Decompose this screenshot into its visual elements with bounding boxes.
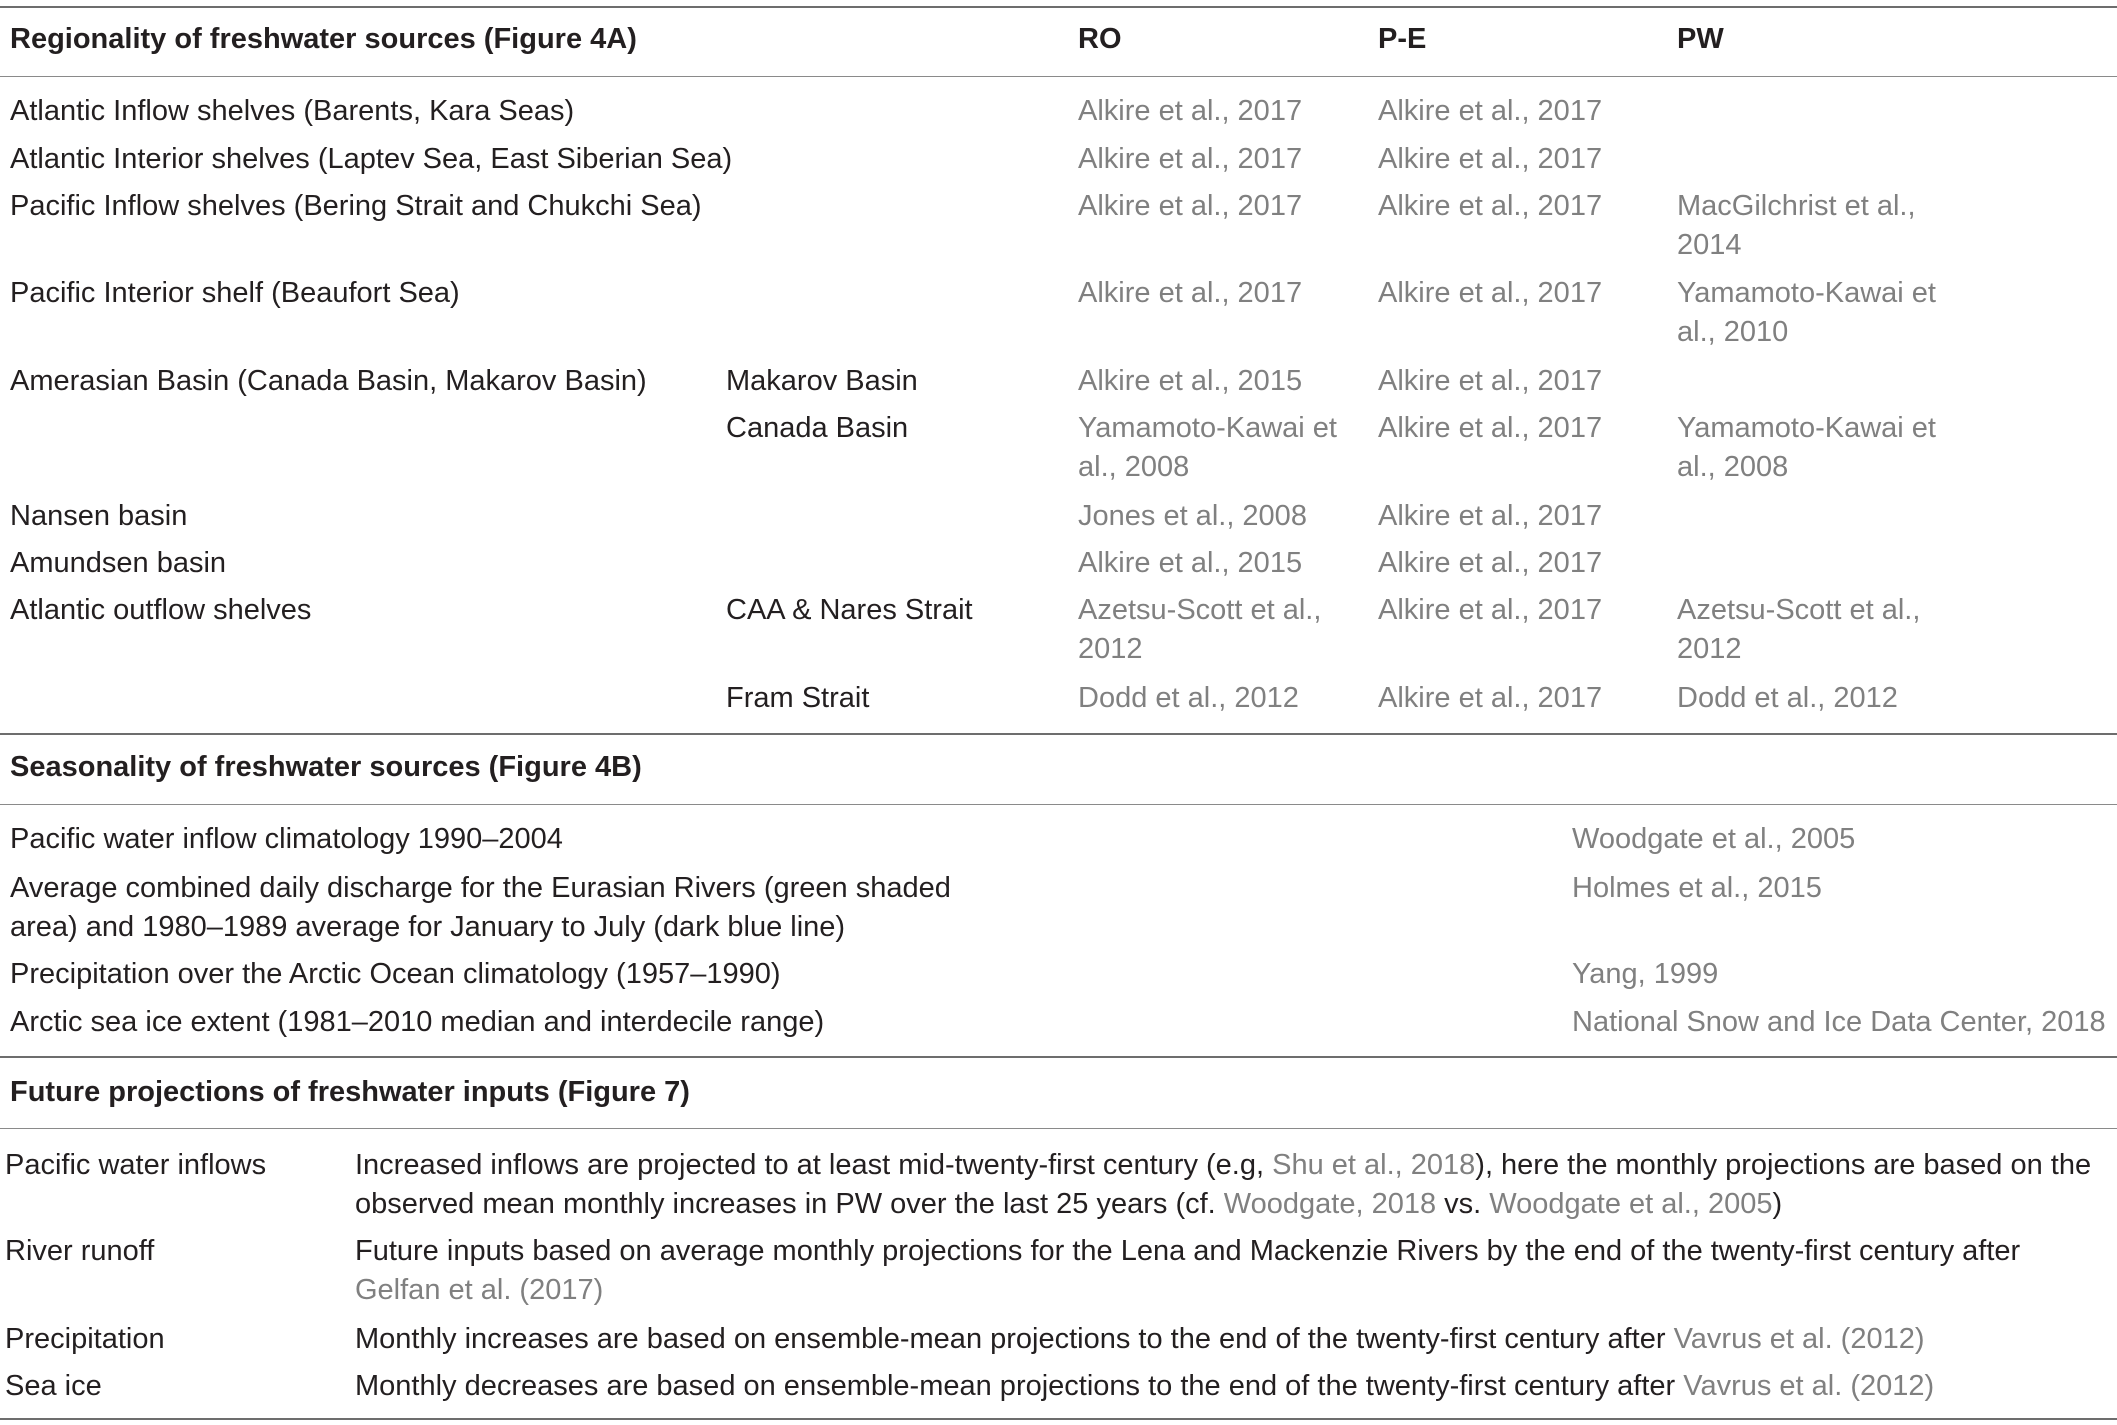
pe-reference[interactable]: Alkire et al., 2017: [1378, 500, 1603, 532]
seasonality-reference[interactable]: Holmes et al., 2015: [1572, 872, 1822, 904]
pe-reference[interactable]: Alkire et al., 2017: [1378, 277, 1603, 309]
section1-bottom-rule: [0, 733, 2117, 735]
seasonality-reference[interactable]: National Snow and Ice Data Center, 2018: [1572, 1006, 2106, 1038]
region-cell: Atlantic Interior shelves (Laptev Sea, East Siberian Sea): [10, 143, 733, 175]
desc-text: Future inputs based on average monthly projections for the Lena and Mackenzie Rivers by the end of the twenty-first century after: [355, 1235, 2021, 1267]
projection-description: [355, 1146, 2105, 1224]
region-cell: Amundsen basin: [10, 547, 227, 579]
section2-title: Seasonality of freshwater sources (Figure 4B): [10, 751, 642, 783]
citation-link[interactable]: Gelfan et al. (2017): [355, 1274, 604, 1306]
region-cell: Pacific Interior shelf (Beaufort Sea): [10, 277, 460, 309]
seasonality-description: Precipitation over the Arctic Ocean climatology (1957–1990): [10, 958, 781, 990]
ro-reference[interactable]: Alkire et al., 2015: [1078, 547, 1303, 579]
ro-reference[interactable]: Alkire et al., 2017: [1078, 277, 1303, 309]
seasonality-description: Arctic sea ice extent (1981–2010 median and interdecile range): [10, 1006, 825, 1038]
region-cell: Atlantic Inflow shelves (Barents, Kara Seas): [10, 95, 575, 127]
pw-reference[interactable]: Dodd et al., 2012: [1677, 682, 1898, 714]
region-cell: Nansen basin: [10, 500, 188, 532]
pe-reference[interactable]: Alkire et al., 2017: [1378, 143, 1603, 175]
desc-text: Increased inflows are projected to at least mid-twenty-first century (e.g,: [355, 1149, 1273, 1181]
projection-label: Precipitation: [5, 1323, 165, 1355]
ro-reference[interactable]: Alkire et al., 2017: [1078, 143, 1303, 175]
table-top-rule: [0, 6, 2117, 8]
section2-header-rule: [0, 804, 2117, 805]
ro-reference[interactable]: Jones et al., 2008: [1078, 500, 1307, 532]
table-bottom-rule: [0, 1418, 2117, 1420]
pe-reference[interactable]: Alkire et al., 2017: [1378, 412, 1603, 444]
region-cell: Pacific Inflow shelves (Bering Strait and Chukchi Sea): [10, 190, 702, 222]
pe-reference[interactable]: Alkire et al., 2017: [1378, 682, 1603, 714]
region-cell: Atlantic outflow shelves: [10, 594, 312, 626]
section1-title: Regionality of freshwater sources (Figure 4A): [10, 23, 637, 55]
section3-title: Future projections of freshwater inputs (Figure 7): [10, 1076, 690, 1108]
column-header-pe: P-E: [1378, 23, 1427, 55]
desc-text: ), here the monthly projections are based on the observed mean monthly increases in PW over the last 25 years (cf.: [355, 1149, 2092, 1220]
section2-bottom-rule: [0, 1056, 2117, 1058]
ro-reference[interactable]: Azetsu-Scott et al., 2012: [1078, 594, 1322, 665]
ro-reference[interactable]: Yamamoto-Kawai et al., 2008: [1078, 412, 1337, 483]
projection-description: [355, 1232, 2105, 1310]
seasonality-description: Pacific water inflow climatology 1990–2004: [10, 823, 563, 855]
region-cell: Amerasian Basin (Canada Basin, Makarov Basin): [10, 365, 647, 397]
projection-description: [355, 1320, 1925, 1359]
column-header-pw: PW: [1677, 23, 1724, 55]
desc-text: Monthly decreases are based on ensemble-mean projections to the end of the twenty-first century after: [355, 1370, 1684, 1402]
subregion-cell: CAA & Nares Strait: [726, 594, 973, 626]
seasonality-reference[interactable]: Woodgate et al., 2005: [1572, 823, 1856, 855]
desc-text: ): [1772, 1188, 1783, 1220]
ro-reference[interactable]: Alkire et al., 2017: [1078, 95, 1303, 127]
pe-reference[interactable]: Alkire et al., 2017: [1378, 594, 1603, 626]
citation-link[interactable]: Woodgate et al., 2005: [1489, 1188, 1773, 1220]
desc-text: Monthly increases are based on ensemble-mean projections to the end of the twenty-first century after: [355, 1323, 1674, 1355]
citation-link[interactable]: Woodgate, 2018: [1223, 1188, 1437, 1220]
subregion-cell: Makarov Basin: [726, 365, 918, 397]
projection-label: Pacific water inflows: [5, 1149, 267, 1181]
citation-link[interactable]: Shu et al., 2018: [1272, 1149, 1476, 1181]
pe-reference[interactable]: Alkire et al., 2017: [1378, 190, 1603, 222]
projection-description: [355, 1367, 1934, 1406]
subregion-cell: Fram Strait: [726, 682, 870, 714]
seasonality-description: Average combined daily discharge for the Eurasian Rivers (green shaded area) and 1980–1989 average for January to July (dark blue line): [10, 872, 951, 943]
citation-link[interactable]: Vavrus et al. (2012): [1683, 1370, 1935, 1402]
pe-reference[interactable]: Alkire et al., 2017: [1378, 95, 1603, 127]
section1-header-rule: [0, 76, 2117, 77]
ro-reference[interactable]: Alkire et al., 2015: [1078, 365, 1303, 397]
seasonality-reference[interactable]: Yang, 1999: [1572, 958, 1719, 990]
ro-reference[interactable]: Dodd et al., 2012: [1078, 682, 1299, 714]
subregion-cell: Canada Basin: [726, 412, 909, 444]
pw-reference[interactable]: MacGilchrist et al., 2014: [1677, 190, 1916, 261]
pw-reference[interactable]: Azetsu-Scott et al., 2012: [1677, 594, 1921, 665]
column-header-ro: RO: [1078, 23, 1122, 55]
section3-header-rule: [0, 1128, 2117, 1129]
citation-link[interactable]: Vavrus et al. (2012): [1673, 1323, 1925, 1355]
pw-reference[interactable]: Yamamoto-Kawai et al., 2008: [1677, 412, 1936, 483]
projection-label: Sea ice: [5, 1370, 102, 1402]
pe-reference[interactable]: Alkire et al., 2017: [1378, 547, 1603, 579]
projection-label: River runoff: [5, 1235, 155, 1267]
desc-text: vs.: [1436, 1188, 1490, 1220]
pw-reference[interactable]: Yamamoto-Kawai et al., 2010: [1677, 277, 1936, 348]
ro-reference[interactable]: Alkire et al., 2017: [1078, 190, 1303, 222]
pe-reference[interactable]: Alkire et al., 2017: [1378, 365, 1603, 397]
